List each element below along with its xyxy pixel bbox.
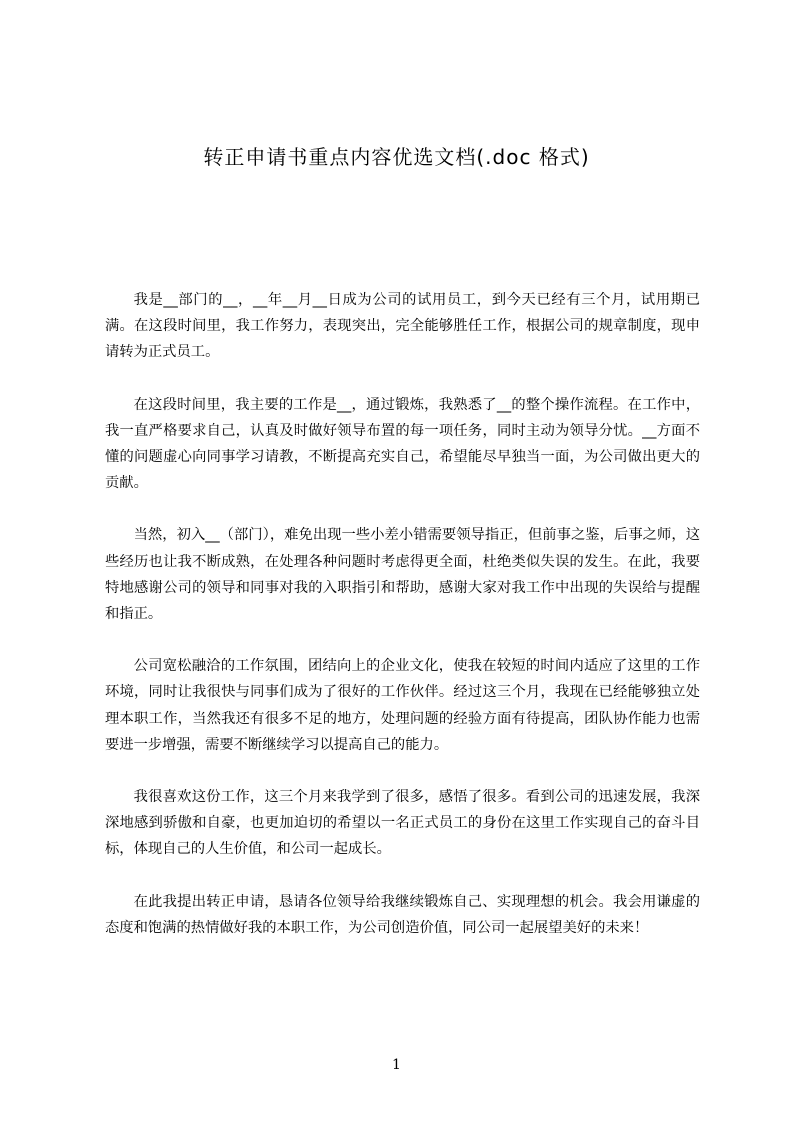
page-number: 1 [392,1057,401,1073]
paragraph-2: 在这段时间里，我主要的工作是__，通过锻炼，我熟悉了__的整个操作流程。在工作中，我一直严格要求自己，认真及时做好领导布置的每一项任务，同时主动为领导分忧。__方面不懂的问题虚心向同事学习请教，不断提高充实自己，希望能尽早独当一面，为公司做出更大的贡献。 [105,396,700,492]
paragraph-1: 我是__部门的__，__年__月__日成为公司的试用员工，到今天已经有三个月，试用期已满。在这段时间里，我工作努力，表现突出，完全能够胜任工作，根据公司的规章制度，现申请转为正式员工。 [105,292,700,361]
paragraph-3: 当然，初入__（部门），难免出现一些小差小错需要领导指正，但前事之鉴，后事之师，这些经历也让我不断成熟，在处理各种问题时考虑得更全面，杜绝类似失误的发生。在此，我要特地感谢公司的领导和同事对我的入职指引和帮助，感谢大家对我工作中出现的失误给与提醒和指正。 [105,527,700,623]
document-body [105,287,700,967]
paragraph-5: 我很喜欢这份工作，这三个月来我学到了很多，感悟了很多。看到公司的迅速发展，我深深地感到骄傲和自豪，也更加迫切的希望以一名正式员工的身份在这里工作实现自己的奋斗目标，体现自己的人生价值，和公司一起成长。 [105,789,700,858]
document-title: 转正申请书重点内容优选文档(.doc 格式) [203,145,590,169]
paragraph-4: 公司宽松融洽的工作氛围，团结向上的企业文化，使我在较短的时间内适应了这里的工作环境，同时让我很快与同事们成为了很好的工作伙伴。经过这三个月，我现在已经能够独立处理本职工作，当然我还有很多不足的地方，处理问题的经验方面有待提高，团队协作能力也需要进一步增强，需要不断继续学习以提高自己的能力。 [105,658,700,753]
paragraph-6: 在此我提出转正申请，恳请各位领导给我继续锻炼自己、实现理想的机会。我会用谦虚的态度和饱满的热情做好我的本职工作，为公司创造价值，同公司一起展望美好的未来！ [105,893,700,936]
